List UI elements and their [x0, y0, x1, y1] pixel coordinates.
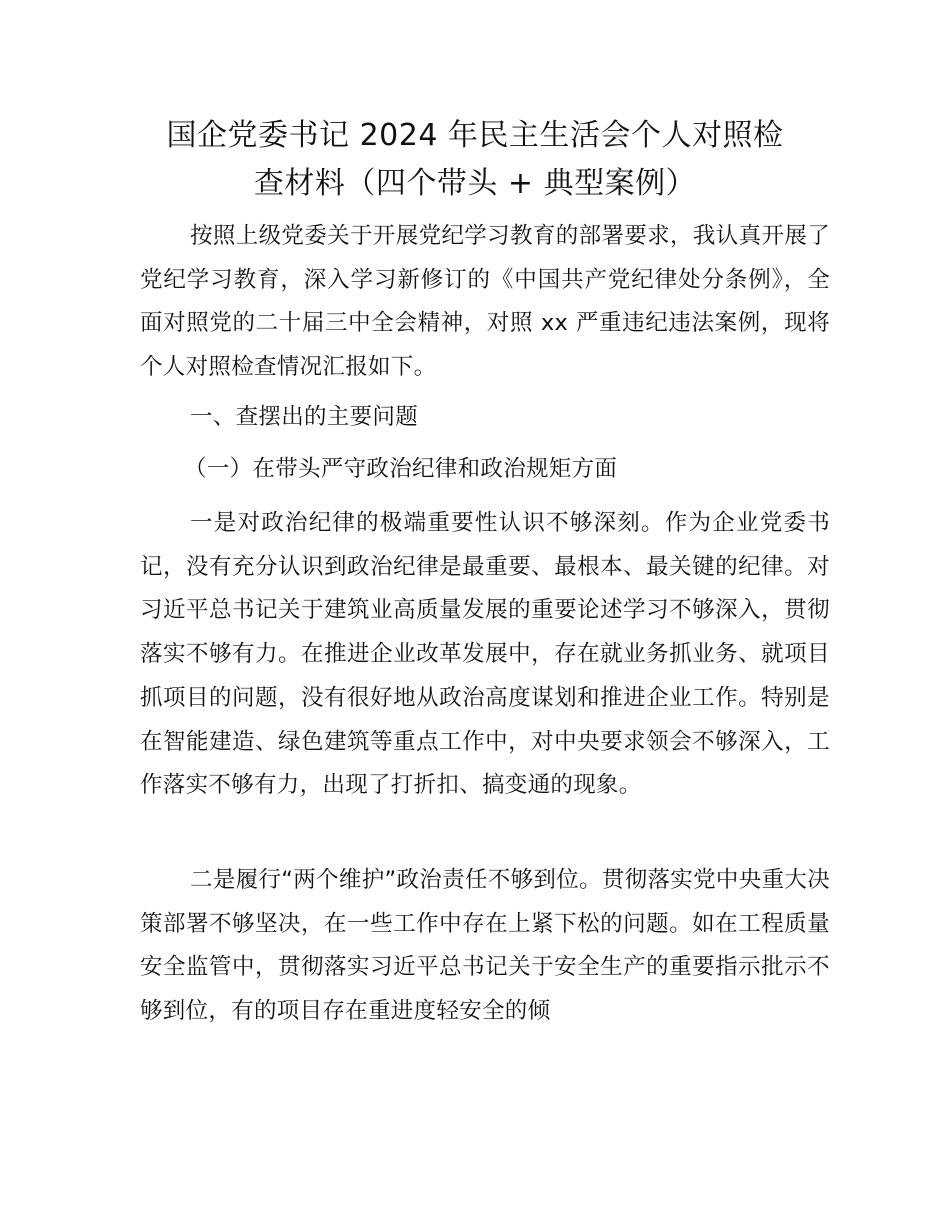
- section-heading: 一、查摆出的主要问题: [190, 404, 419, 430]
- subsection-heading: （一）在带头严守政治纪律和政治规矩方面: [184, 456, 618, 482]
- paragraph-political-discipline: 一是对政治纪律的极端重要性认识不够深刻。作为企业党委书记，没有充分认识到政治纪律是最重要、最根本、最关键的纪律。对习近平总书记关于建筑业高质量发展的重要论述学习不够深入，贯彻落实不够有力。在推进企业改革发展中，存在就业务抓业务、就项目抓项目的问题，没有很好地从政治高度谋划和推进企业工作。特别是在智能建造、绿色建筑等重点工作中，对中央要求领会不够深入，工作落实不够有力，出现了打折扣、搞变通的现象。: [140, 510, 830, 799]
- document-title-line-2: 查材料（四个带头 + 典型案例）: [253, 166, 697, 201]
- document-title-line-1: 国企党委书记 2024 年民主生活会个人对照检: [166, 118, 784, 153]
- paragraph-two-safeguards: 二是履行“两个维护”政治责任不够到位。贯彻落实党中央重大决策部署不够坚决，在一些工作中存在上紧下松的问题。如在工程质量安全监管中，贯彻落实习近平总书记关于安全生产的重要指示批示不够到位，有的项目存在重进度轻安全的倾: [140, 867, 830, 1025]
- intro-paragraph: 按照上级党委关于开展党纪学习教育的部署要求，我认真开展了党纪学习教育，深入学习新修订的《中国共产党纪律处分条例》，全面对照党的二十届三中全会精神，对照 xx 严重违纪违法案例，现将个人对照检查情况汇报如下。: [140, 223, 830, 381]
- document-title: [120, 112, 830, 208]
